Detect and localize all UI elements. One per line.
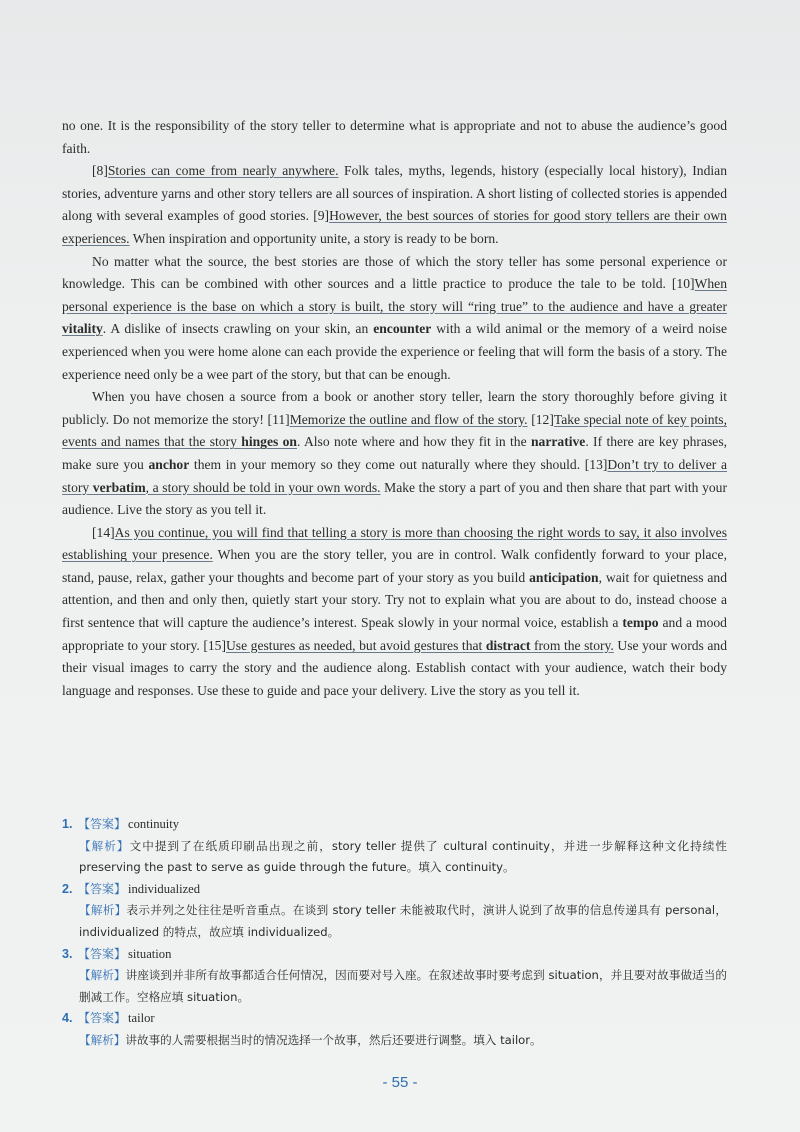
underlined-sentence: Take special note of key points, events and names that the story (62, 411, 727, 450)
paragraph-4 (62, 522, 727, 703)
paragraph-0 (62, 115, 727, 160)
answer-tag: 【答案】 (78, 881, 127, 896)
explanation-tag: 【解析】 (79, 1032, 126, 1047)
sentence-marker: [8] (92, 163, 108, 179)
explanation-1 (62, 836, 727, 879)
paragraph-3 (62, 386, 727, 522)
bold-word: vitality (62, 321, 103, 337)
explanation-text: 表示并列之处往往是听音重点。在谈到 story teller 未能被取代时，演讲人说到了故事的信息传递具有 personal，individualized 的特点，故应填 individualized。 (79, 903, 727, 939)
answer-number: 1. (62, 817, 73, 831)
explanation-2 (62, 900, 727, 943)
bold-word: anticipation (529, 569, 599, 585)
answer-2 (62, 879, 727, 901)
page-number: - 55 - (382, 1074, 418, 1091)
answer-number: 4. (62, 1011, 73, 1026)
text-span: Folk tales, myths, legends, history (especially local history), Indian stories, adventure yarns and other story tellers are all sources of inspiration. A short listing of collected stories is appended along with several examples of good stories. [9] (62, 163, 727, 224)
answer-key (62, 814, 727, 1052)
text-span: When you are the story teller, you are in control. Walk confidently forward to your place, stand, pause, relax, gather your thoughts and become part of your story as you build (62, 547, 727, 585)
explanation-3 (62, 965, 727, 1008)
explanation-text: 讲座谈到并非所有故事都适合任何情况，因而要对号入座。在叙述故事时要考虑到 situation，并且要对故事做适当的删减工作。空格应填 situation。 (79, 968, 727, 1004)
text-span: and a mood appropriate to your story. [15] (62, 615, 727, 653)
answer-tag: 【答案】 (78, 946, 127, 961)
underlined-sentence: Use gestures as needed, but avoid gestures that (225, 637, 486, 653)
answer-word: continuity (128, 817, 180, 831)
sentence-marker: [14] (92, 524, 115, 540)
text-span: When inspiration and opportunity unite, a story is ready to be born. (129, 230, 499, 246)
answer-4 (62, 1008, 727, 1030)
paragraph-1 (62, 160, 727, 250)
text-span: When you have chosen a source from a book or another story teller, learn the story thoroughly before giving it publicly. Do not memorize the story! [11] (62, 389, 727, 427)
explanation-tag: 【解析】 (79, 903, 127, 918)
bold-word: distract (485, 637, 531, 653)
paragraph-2 (62, 251, 727, 387)
text-span: . A dislike of insects crawling on your skin, an (102, 321, 374, 337)
answer-number: 3. (62, 946, 73, 961)
bold-word: encounter (373, 321, 432, 337)
underlined-sentence: from the story. (530, 637, 614, 653)
underlined-sentence: , a story should be told in your own words. (145, 479, 381, 495)
answer-tag: 【答案】 (78, 817, 127, 831)
text-span: no one. It is the responsibility of the story teller to determine what is appropriate and not to abuse the audience’s good faith. (62, 118, 727, 156)
underlined-sentence: As you continue, you will find that telling a story is more than choosing the right words to say, it also involves establishing your presence. (62, 524, 727, 563)
bold-word: hinges on (241, 434, 297, 450)
text-span: [12] (527, 411, 554, 427)
answer-tag: 【答案】 (78, 1011, 127, 1026)
answer-word: individualized (128, 881, 201, 896)
underlined-sentence: Don’t try to deliver a story (62, 456, 728, 495)
text-span: Use your words and their visual images to carry the story and the audience along. Establish contact with your audience, watch their body language and responses. Use these to guide and pace your delivery. Live the story as you tell it. (62, 637, 727, 698)
text-span: . If there are key phrases, make sure you (62, 434, 728, 472)
bold-word: verbatim (92, 479, 146, 495)
bold-word: anchor (148, 456, 190, 472)
explanation-tag: 【解析】 (79, 838, 130, 853)
answer-3 (62, 944, 727, 966)
text-span: . Also note where and how they fit in the (296, 434, 531, 450)
text-span: with a wild animal or the memory of a weird noise experienced when you were home alone can each provide the experience or feeling that will form the basis of a story. The experience need only be a wee part of the story, but that can be enough. (62, 321, 727, 382)
passage-text (62, 115, 727, 702)
answer-word: tailor (128, 1011, 155, 1026)
underlined-sentence: Stories can come from nearly anywhere. (107, 163, 339, 179)
answer-number: 2. (62, 881, 73, 896)
explanation-4 (62, 1030, 727, 1052)
underlined-sentence: However, the best sources of stories for good story tellers are their own experiences. (62, 208, 727, 246)
text-span: No matter what the source, the best stories are those of which the story teller has some personal experience or knowledge. This can be combined with other sources and a little practice to produce the tale to be told. [10] (62, 253, 727, 292)
explanation-text: 文中提到了在纸质印刷品出现之前，story teller 提供了 cultural continuity，并进一步解释这种文化持续性 preserving the past to serve as guide through the future。填入 continuity。 (79, 838, 727, 875)
text-span: Make the story a part of you and then share that part with your audience. Live the story as you tell it. (62, 479, 727, 518)
bold-word: tempo (622, 615, 659, 631)
explanation-text: 讲故事的人需要根据当时的情况选择一个故事，然后还要进行调整。填入 tailor。 (125, 1032, 542, 1047)
text-span: them in your memory so they come out naturally where they should. [13] (189, 456, 608, 472)
text-span: , wait for quietness and attention, and then and only then, quietly start your story. Try not to explain what you are about to do, instead choose a first sentence that will capture the audience’s interest. Speak slowly in your normal voice, establish a (62, 569, 728, 631)
underlined-sentence: When personal experience is the base on which a story is built, the story will “ring true” to the audience and have a greater (62, 276, 727, 314)
answer-word: situation (128, 946, 172, 961)
underlined-sentence: Memorize the outline and flow of the story. (289, 411, 528, 427)
answer-1 (62, 814, 727, 836)
bold-word: narrative (530, 434, 586, 450)
explanation-tag: 【解析】 (79, 968, 126, 983)
